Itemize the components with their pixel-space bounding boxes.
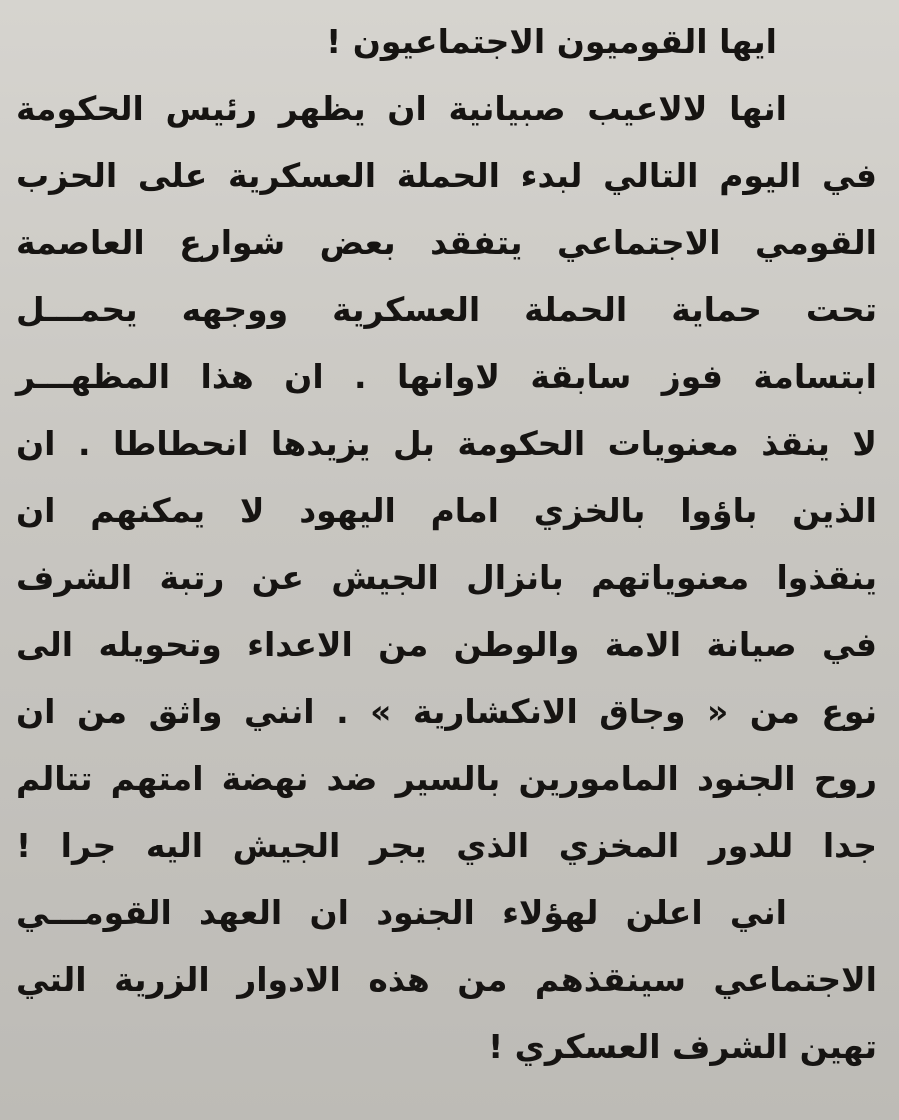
article-line: في صيانة الامة والوطن من الاعداء وتحويله الى	[16, 625, 877, 664]
article-line: تحت حماية الحملة العسكرية ووجهه يحمـــل	[16, 290, 877, 329]
article-line: لا ينقذ معنويات الحكومة بل يزيدها انحطاطا . ان	[16, 424, 877, 463]
article-line: انها لالاعيب صبيانية ان يظهر رئيس الحكومة	[16, 89, 787, 128]
article-line: الذين باؤوا بالخزي امام اليهود لا يمكنهم ان	[16, 491, 877, 530]
article-line: في اليوم التالي لبدء الحملة العسكرية على الحزب	[16, 156, 877, 195]
article-heading: ايها القوميون الاجتماعيون !	[326, 22, 777, 61]
article-line: نوع من « وجاق الانكشارية » . انني واثق من ان	[16, 692, 877, 731]
article-line: اني اعلن لهؤلاء الجنود ان العهد القومـــي	[16, 893, 787, 932]
article-line: جدا للدور المخزي الذي يجر الجيش اليه جرا !	[16, 826, 877, 865]
article-line: تهين الشرف العسكري !	[488, 1027, 877, 1066]
article-line: روح الجنود المامورين بالسير ضد نهضة امتهم تتالم	[16, 759, 877, 798]
article-line: ينقذوا معنوياتهم بانزال الجيش عن رتبة الشرف	[16, 558, 877, 597]
article-line: القومي الاجتماعي يتفقد بعض شوارع العاصمة	[16, 223, 877, 262]
article-line: الاجتماعي سينقذهم من هذه الادوار الزرية التي	[16, 960, 877, 999]
article-line: ابتسامة فوز سابقة لاوانها . ان هذا المظهـــر	[16, 357, 877, 396]
